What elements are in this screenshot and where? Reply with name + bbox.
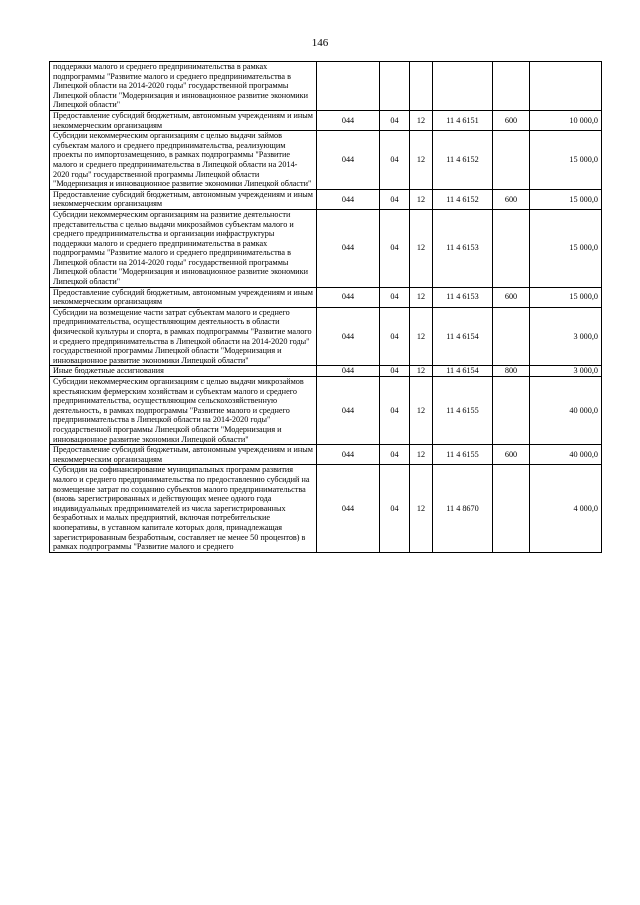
cell-target-article: 11 4 6153 (433, 209, 493, 287)
budget-table-body (50, 62, 602, 553)
cell-ministry-code (317, 62, 380, 111)
cell-subsection: 12 (410, 445, 433, 465)
cell-ministry-code: 044 (317, 377, 380, 445)
cell-amount: 15 000,0 (530, 287, 602, 307)
cell-target-article: 11 4 6154 (433, 366, 493, 377)
cell-target-article: 11 4 6153 (433, 287, 493, 307)
cell-amount: 3 000,0 (530, 366, 602, 377)
cell-expense-kind (493, 307, 530, 366)
cell-description: Субсидии некоммерческим организациям с целью выдачи микрозаймов крестьянским фермерским хозяйствам и субъектам малого и среднего предпринимательства, осуществляющим сельскохозяйственную деятельность, в рамках подпрограммы "Развитие малого и среднего предпринимательства в Липецкой области на 2014-2020 годы" государственной программы Липецкой области "Модернизация и инновационное развитие экономики Липецкой области" (50, 377, 317, 445)
cell-description: Иные бюджетные ассигнования (50, 366, 317, 377)
cell-section: 04 (380, 189, 410, 209)
cell-amount (530, 62, 602, 111)
cell-subsection: 12 (410, 465, 433, 552)
cell-description: поддержки малого и среднего предпринимательства в рамках подпрограммы "Развитие малого и среднего предпринимательства в Липецкой области на 2014-2020 годы" государственной программы Липецкой области "Модернизация и инновационное развитие экономики Липецкой области" (50, 62, 317, 111)
table-row (50, 209, 602, 287)
cell-ministry-code: 044 (317, 110, 380, 130)
cell-expense-kind (493, 465, 530, 552)
cell-amount: 40 000,0 (530, 445, 602, 465)
cell-ministry-code: 044 (317, 131, 380, 190)
cell-amount: 15 000,0 (530, 189, 602, 209)
cell-amount: 3 000,0 (530, 307, 602, 366)
cell-target-article: 11 4 6152 (433, 189, 493, 209)
cell-section: 04 (380, 465, 410, 552)
cell-ministry-code: 044 (317, 287, 380, 307)
cell-amount: 4 000,0 (530, 465, 602, 552)
cell-ministry-code: 044 (317, 366, 380, 377)
cell-ministry-code: 044 (317, 307, 380, 366)
cell-ministry-code: 044 (317, 465, 380, 552)
cell-description: Предоставление субсидий бюджетным, автономным учреждениям и иным некоммерческим организациям (50, 287, 317, 307)
cell-target-article: 11 4 8670 (433, 465, 493, 552)
cell-expense-kind: 600 (493, 445, 530, 465)
cell-ministry-code: 044 (317, 209, 380, 287)
cell-amount: 15 000,0 (530, 209, 602, 287)
cell-subsection: 12 (410, 110, 433, 130)
cell-section: 04 (380, 445, 410, 465)
cell-target-article: 11 4 6155 (433, 377, 493, 445)
table-row (50, 287, 602, 307)
cell-expense-kind (493, 377, 530, 445)
cell-subsection: 12 (410, 377, 433, 445)
cell-expense-kind (493, 131, 530, 190)
table-row (50, 110, 602, 130)
cell-description: Предоставление субсидий бюджетным, автономным учреждениям и иным некоммерческим организациям (50, 189, 317, 209)
cell-expense-kind: 800 (493, 366, 530, 377)
cell-subsection: 12 (410, 131, 433, 190)
cell-expense-kind (493, 209, 530, 287)
cell-section (380, 62, 410, 111)
cell-subsection: 12 (410, 189, 433, 209)
cell-amount: 15 000,0 (530, 131, 602, 190)
table-row (50, 445, 602, 465)
table-row (50, 62, 602, 111)
table-row (50, 307, 602, 366)
cell-expense-kind: 600 (493, 189, 530, 209)
cell-expense-kind: 600 (493, 287, 530, 307)
cell-section: 04 (380, 110, 410, 130)
cell-target-article: 11 4 6151 (433, 110, 493, 130)
cell-section: 04 (380, 366, 410, 377)
table-row (50, 131, 602, 190)
cell-description: Субсидии некоммерческим организациям с целью выдачи займов субъектам малого и среднего предпринимательства, реализующим проекты по импортозамещению, в рамках подпрограммы "Развитие малого и среднего предпринимательства в Липецкой области на 2014-2020 годы" государственной программы Липецкой области "Модернизация и инновационное развитие экономики Липецкой области" (50, 131, 317, 190)
cell-target-article: 11 4 6152 (433, 131, 493, 190)
cell-subsection: 12 (410, 366, 433, 377)
cell-section: 04 (380, 209, 410, 287)
cell-description: Субсидии некоммерческим организациям на развитие деятельности представительства с целью выдачи микрозаймов субъектам малого и среднего предпринимательства и организации инфраструктуры поддержки малого и среднего предпринимательства в рамках подпрограммы "Развитие малого и среднего предпринимательства в Липецкой области на 2014-2020 годы" государственной программы Липецкой области "Модернизация и инновационное развитие экономики Липецкой области" (50, 209, 317, 287)
cell-expense-kind: 600 (493, 110, 530, 130)
cell-subsection: 12 (410, 209, 433, 287)
cell-subsection (410, 62, 433, 111)
cell-target-article: 11 4 6154 (433, 307, 493, 366)
cell-expense-kind (493, 62, 530, 111)
table-row (50, 465, 602, 552)
cell-description: Субсидии на возмещение части затрат субъектам малого и среднего предпринимательства, осуществляющим деятельность в области физической культуры и спорта, в рамках подпрограммы "Развитие малого и среднего предпринимательства в Липецкой области на 2014-2020 годы" государственной программы Липецкой области "Модернизация и инновационное развитие экономики Липецкой области" (50, 307, 317, 366)
cell-subsection: 12 (410, 307, 433, 366)
page-number: 146 (311, 37, 329, 49)
cell-section: 04 (380, 377, 410, 445)
cell-section: 04 (380, 307, 410, 366)
cell-section: 04 (380, 131, 410, 190)
cell-ministry-code: 044 (317, 445, 380, 465)
cell-description: Предоставление субсидий бюджетным, автономным учреждениям и иным некоммерческим организациям (50, 445, 317, 465)
table-row (50, 366, 602, 377)
table-row (50, 189, 602, 209)
cell-description: Субсидии на софинансирование муниципальных программ развития малого и среднего предпринимательства по предоставлению субсидий на возмещение затрат по созданию субъектов малого предпринимательства (вновь зарегистрированных и действующих менее одного года индивидуальных предпринимателей из числа зарегистрированных безработных и малых предприятий, включая потребительские кооперативы, в уставном капитале которых доля, принадлежащая зарегистрированным безработным, составляет не менее 50 процентов) в рамках подпрограммы "Развитие малого и среднего (50, 465, 317, 552)
cell-ministry-code: 044 (317, 189, 380, 209)
cell-section: 04 (380, 287, 410, 307)
cell-description: Предоставление субсидий бюджетным, автономным учреждениям и иным некоммерческим организациям (50, 110, 317, 130)
cell-target-article (433, 62, 493, 111)
cell-amount: 40 000,0 (530, 377, 602, 445)
budget-table (49, 61, 602, 553)
table-row (50, 377, 602, 445)
cell-subsection: 12 (410, 287, 433, 307)
cell-target-article: 11 4 6155 (433, 445, 493, 465)
cell-amount: 10 000,0 (530, 110, 602, 130)
